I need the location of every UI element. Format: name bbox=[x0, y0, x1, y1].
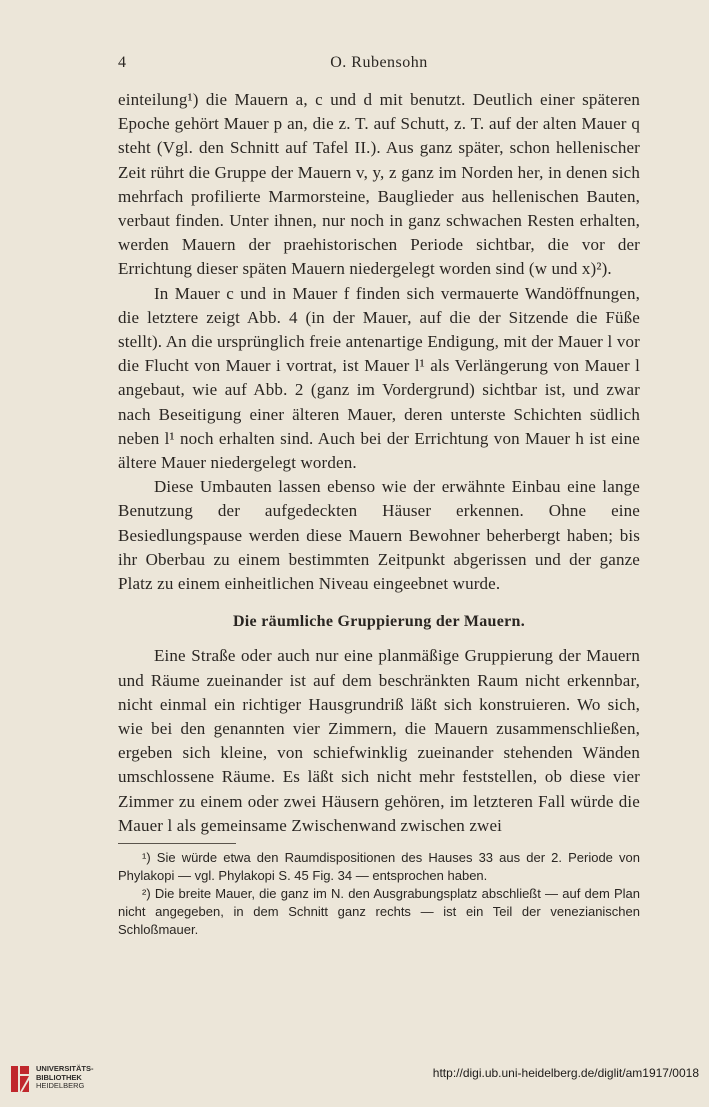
footnote-2: ²) Die breite Mauer, die ganz im N. den Ausgrabungsplatz abschließt — auf dem Plan nicht angegeben, in dem Schnitt ganz rechts — ist ein Teil der venezianischen Schloßmauer. bbox=[118, 886, 640, 937]
library-logo[interactable] bbox=[8, 1064, 118, 1100]
paragraph-2: In Mauer c und in Mauer f finden sich vermauerte Wandöffnungen, die letztere zeigt Abb. 4 (in der Mauer, auf die der Sitzende die Füße stellt). An die ursprünglich freie antenartige Endigung, mit der Mauer l vor die Flucht von Mauer i vortrat, ist Mauer l¹ als Verlängerung von Mauer l angebaut, wie auf Abb. 2 (ganz im Vordergrund) sichtbar ist, und zwar nach Beseitigung einer älteren Mauer, deren unterste Schichten südlich neben l¹ noch erhalten sind. Auch bei der Errichtung von Mauer h ist eine ältere Mauer niedergelegt worden. bbox=[118, 283, 640, 473]
logo-text bbox=[36, 1065, 94, 1091]
source-url-link[interactable]: http://digi.ub.uni-heidelberg.de/diglit/am1917/0018 bbox=[432, 1066, 699, 1080]
footnote-1: ¹) Sie würde etwa den Raumdispositionen des Hauses 33 aus der 2. Periode von Phylakopi — vgl. Phylakopi S. 45 Fig. 34 — entsprochen haben. bbox=[118, 850, 640, 883]
paragraph-1: einteilung¹) die Mauern a, c und d mit benutzt. Deutlich einer späteren Epoche gehört Mauer p an, die z. T. auf Schutt, z. T. auf der alten Mauer q steht (Vgl. den Schnitt auf Tafel II.). Aus ganz später, schon hellenischer Zeit rührt die Gruppe der Mauern v, y, z ganz im Norden her, in denen sich mehrfach profilierte Marmorsteine, Bauglieder aus hellenischen Bauten, verbaut finden. Unter ihnen, nur noch in ganz schwachen Resten erhalten, werden Mauern der praehistorischen Periode sichtbar, die vor der Errichtung dieser späten Mauern niedergelegt worden sind (w und x)²). bbox=[118, 90, 640, 279]
main-text bbox=[118, 88, 640, 838]
logo-line-1: UNIVERSITÄTS- bbox=[36, 1064, 94, 1073]
paragraph-3: Diese Umbauten lassen ebenso wie der erwähnte Einbau eine lange Benutzung der aufgedeckten Häuser erkennen. Ohne eine Besiedlungspause werden diese Mauern Bewohner beherbergt haben; bis ihr Oberbau zu einem bestimmten Zeitpunkt abgerissen und der ganze Platz zu einem einheitlichen Niveau eingeebnet wurde. bbox=[118, 477, 640, 594]
page-footer bbox=[0, 1060, 709, 1100]
library-seal-icon bbox=[8, 1064, 32, 1094]
running-title: O. Rubensohn bbox=[330, 54, 428, 71]
logo-line-2: BIBLIOTHEK bbox=[36, 1072, 82, 1082]
page-number: 4 bbox=[118, 54, 126, 71]
logo-line-3: HEIDELBERG bbox=[36, 1081, 85, 1090]
page-header bbox=[118, 54, 640, 78]
footnotes bbox=[118, 849, 640, 939]
section-heading: Die räumliche Gruppierung der Mauern. bbox=[232, 613, 526, 631]
paragraph-4: Eine Straße oder auch nur eine planmäßige Gruppierung der Mauern und Räume zueinander ist auf dem beschränkten Raum nicht erkennbar, nicht einmal ein richtiger Hausgrundriß läßt sich konstruieren. Wo sich, wie bei den genannten vier Zimmern, die Mauern zusammenschließen, ergeben sich kleine, von schiefwinklig zueinander stehenden Wänden umschlossene Räume. Es läßt sich nicht mehr feststellen, ob diese vier Zimmer zu einem oder zwei Häusern gehören, im letzteren Fall würde die Mauer l als gemeinsame Zwischenwand zwischen zwei bbox=[118, 646, 640, 835]
footnote-divider bbox=[118, 843, 236, 844]
